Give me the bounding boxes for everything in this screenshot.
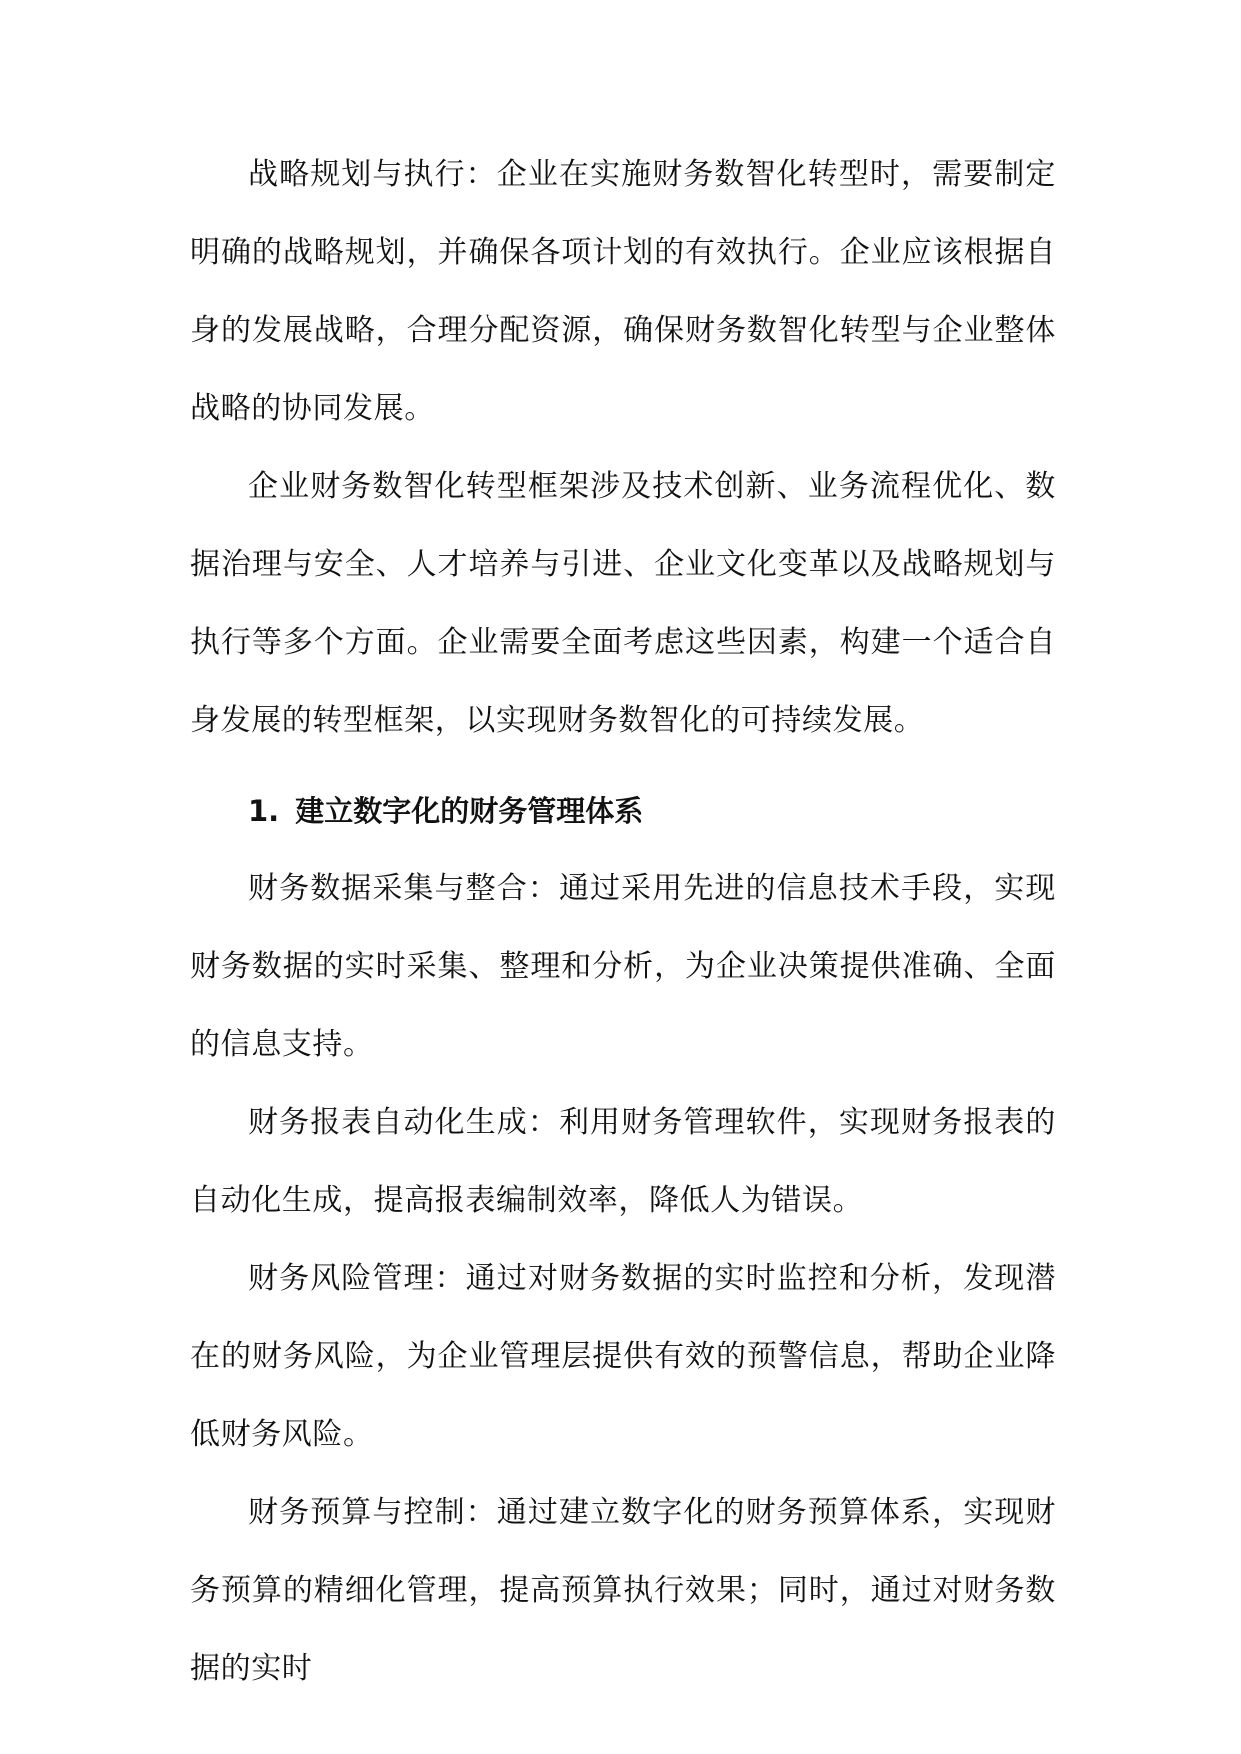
paragraph-risk-management: 财务风险管理：通过对财务数据的实时监控和分析，发现潜在的财务风险，为企业管理层提供有效的预警信息，帮助企业降低财务风险。 (190, 1261, 1056, 1452)
section-heading (190, 772, 1056, 850)
section-title: 建立数字化的财务管理体系 (295, 794, 644, 828)
document-page (190, 136, 1056, 1708)
paragraph-framework-summary: 企业财务数智化转型框架涉及技术创新、业务流程优化、数据治理与安全、人才培养与引进、企业文化变革以及战略规划与执行等多个方面。企业需要全面考虑这些因素，构建一个适合自身发展的转型框架，以实现财务数智化的可持续发展。 (190, 469, 1056, 738)
section-number: 1. (248, 794, 280, 828)
paragraph-budget-control: 财务预算与控制：通过建立数字化的财务预算体系，实现财务预算的精细化管理，提高预算执行效果；同时，通过对财务数据的实时 (190, 1495, 1056, 1686)
paragraph-report-automation: 财务报表自动化生成：利用财务管理软件，实现财务报表的自动化生成，提高报表编制效率，降低人为错误。 (190, 1105, 1056, 1218)
paragraph-strategy-planning: 战略规划与执行：企业在实施财务数智化转型时，需要制定明确的战略规划，并确保各项计划的有效执行。企业应该根据自身的发展战略，合理分配资源，确保财务数智化转型与企业整体战略的协同发展。 (190, 157, 1056, 426)
paragraph-data-collection: 财务数据采集与整合：通过采用先进的信息技术手段，实现财务数据的实时采集、整理和分析，为企业决策提供准确、全面的信息支持。 (190, 871, 1056, 1062)
